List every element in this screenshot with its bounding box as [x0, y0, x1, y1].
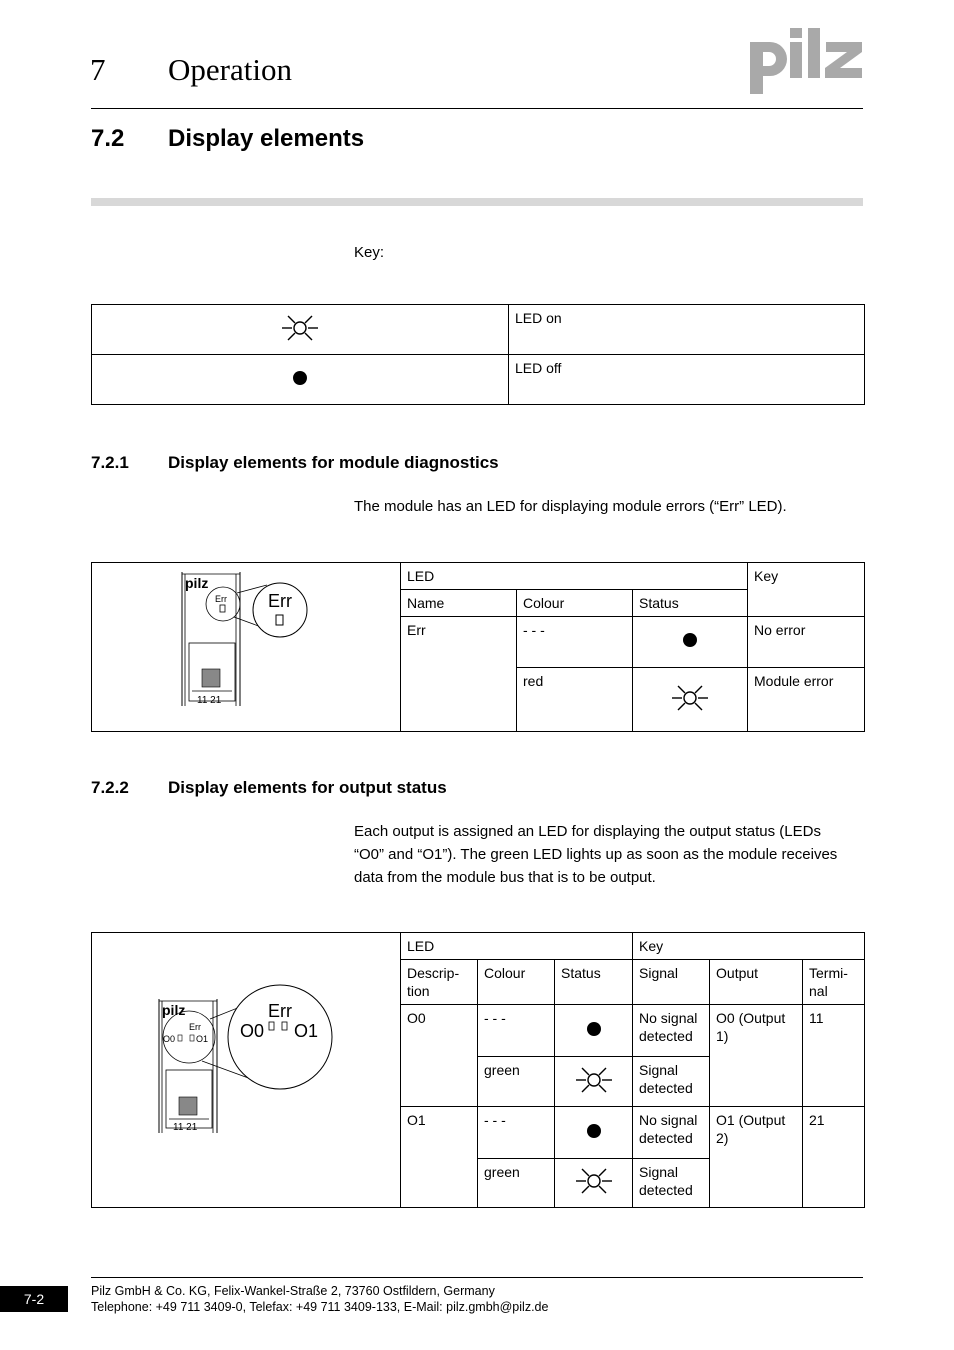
module-o0-label: O0 — [163, 1034, 176, 1044]
module-figure-cell — [92, 563, 401, 732]
cell-signal: No signal detected — [633, 1005, 710, 1057]
text-line: Each output is assigned an LED for displaying the output status (LEDs — [354, 823, 821, 840]
zoom-err-label: Err — [268, 1001, 292, 1021]
cell-colour: - - - — [478, 1107, 555, 1159]
subsection-2-text — [354, 820, 864, 889]
cell-key: Module error — [748, 668, 865, 732]
subsection-2-number: 7.2.2 — [91, 778, 129, 797]
cell-colour: - - - — [478, 1005, 555, 1057]
cell-name: Err — [401, 617, 517, 732]
header-name: Name — [401, 590, 517, 617]
cell-terminal: 11 — [803, 1005, 865, 1107]
cell-status — [633, 668, 748, 732]
module-err-led — [220, 605, 225, 612]
module-diagnostics-table — [91, 562, 865, 732]
key-table — [91, 304, 865, 405]
key-row-led-on — [92, 305, 865, 355]
cell-status — [633, 617, 748, 668]
footer-line-2: Telephone: +49 711 3409-0, Telefax: +49 711 3409-133, E-Mail: pilz.gmbh@pilz.de — [91, 1300, 549, 1314]
cell-signal: Signal detected — [633, 1057, 710, 1107]
header-colour: Colour — [478, 960, 555, 1005]
header-status: Status — [555, 960, 633, 1005]
cell-status — [555, 1107, 633, 1159]
output-figure-cell — [92, 933, 401, 1208]
zoom-err-label: Err — [268, 591, 292, 611]
cell-status — [555, 1057, 633, 1107]
module-err-label: Err — [189, 1022, 201, 1032]
header-led: LED — [401, 563, 748, 590]
module-o0-led — [178, 1035, 182, 1041]
text-line: data from the module bus that is to be output. — [354, 869, 656, 886]
module-terminals-label: 11 21 — [197, 695, 222, 706]
subsection-2-title: Display elements for output status — [168, 778, 447, 797]
cell-output: O1 (Output 2) — [710, 1107, 803, 1208]
cell-description: O1 — [401, 1107, 478, 1208]
led-on-icon — [574, 1062, 614, 1098]
footer-rule — [91, 1277, 863, 1278]
header-output: Output — [710, 960, 803, 1005]
chapter-title: Operation — [168, 52, 292, 87]
module-err-label: Err — [215, 594, 227, 604]
cell-colour: - - - — [517, 617, 633, 668]
section-number: 7.2 — [91, 125, 125, 152]
qr-code-icon — [179, 1097, 197, 1115]
led-on-symbol-cell — [92, 305, 509, 355]
header-description: Descrip-tion — [401, 960, 478, 1005]
led-off-icon — [584, 1019, 604, 1039]
key-label: Key: — [354, 244, 385, 261]
cell-description: O0 — [401, 1005, 478, 1107]
led-off-icon — [584, 1121, 604, 1141]
footer-line-1: Pilz GmbH & Co. KG, Felix-Wankel-Straße 2, 73760 Ostfildern, Germany — [91, 1284, 495, 1298]
module-err-figure — [92, 563, 401, 729]
cell-signal: Signal detected — [633, 1159, 710, 1208]
module-terminals-label: 11 21 — [173, 1122, 198, 1133]
led-on-label: LED on — [509, 305, 865, 355]
cell-status — [555, 1159, 633, 1208]
header-rule — [91, 108, 863, 109]
chapter-number: 7 — [90, 52, 106, 87]
led-on-icon — [670, 680, 710, 716]
subsection-1-title: Display elements for module diagnostics — [168, 453, 499, 472]
cell-signal: No signal detected — [633, 1107, 710, 1159]
cell-colour: green — [478, 1057, 555, 1107]
header-status: Status — [633, 590, 748, 617]
key-row-led-off — [92, 355, 865, 405]
led-off-symbol-cell — [92, 355, 509, 405]
section-title: Display elements — [168, 125, 365, 152]
led-on-icon — [280, 310, 320, 346]
zoom-o1-led — [282, 1022, 287, 1030]
section-divider — [91, 198, 863, 206]
cell-status — [555, 1005, 633, 1057]
subsection-1-text: The module has an LED for displaying module errors (“Err” LED). — [354, 498, 787, 515]
module-o1-led — [190, 1035, 194, 1041]
pilz-logo — [748, 28, 864, 99]
header-signal: Signal — [633, 960, 710, 1005]
module-outputs-figure — [92, 933, 401, 1203]
module-o1-label: O1 — [196, 1034, 209, 1044]
header-colour: Colour — [517, 590, 633, 617]
header-key: Key — [633, 933, 865, 960]
cell-key: No error — [748, 617, 865, 668]
header-key: Key — [748, 563, 865, 617]
zoom-err-led — [276, 615, 283, 625]
led-off-label: LED off — [509, 355, 865, 405]
cell-output: O0 (Output 1) — [710, 1005, 803, 1107]
output-status-table — [91, 932, 865, 1208]
led-off-icon — [290, 368, 310, 388]
zoom-o0-led — [269, 1022, 274, 1030]
cell-colour: red — [517, 668, 633, 732]
cell-terminal: 21 — [803, 1107, 865, 1208]
text-line: “O0” and “O1”). The green LED lights up as soon as the module receives — [354, 846, 838, 863]
subsection-1-number: 7.2.1 — [91, 453, 129, 472]
module-logo-text: pilz — [162, 1002, 186, 1018]
header-led: LED — [401, 933, 633, 960]
page-number: 7-2 — [0, 1286, 68, 1312]
header-terminal: Termi-nal — [803, 960, 865, 1005]
zoom-o1-label: O1 — [294, 1021, 319, 1041]
module-logo-text: pilz — [185, 575, 209, 591]
qr-code-icon — [202, 669, 220, 687]
footer-address — [91, 1283, 548, 1315]
zoom-o0-label: O0 — [240, 1021, 265, 1041]
led-on-icon — [574, 1163, 614, 1199]
cell-colour: green — [478, 1159, 555, 1208]
led-off-icon — [680, 630, 700, 650]
